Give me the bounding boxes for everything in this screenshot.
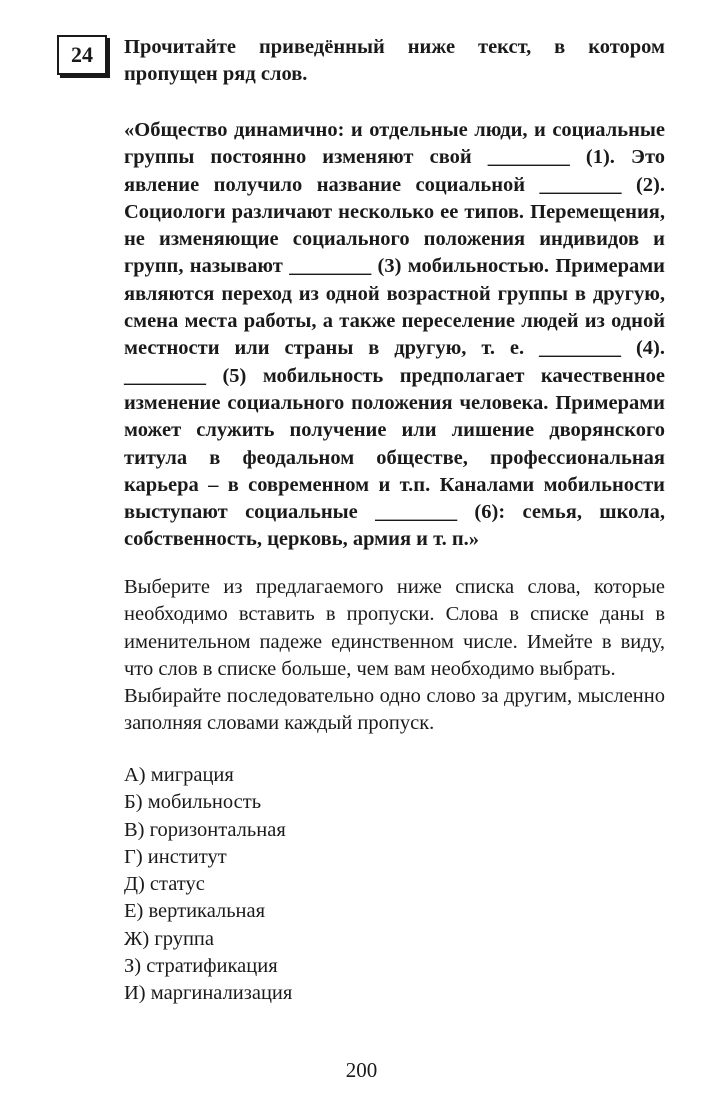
option-z: З) стратификация [124,955,278,978]
instructions [124,574,665,738]
option-d: Д) статус [124,873,205,896]
passage-text: «Общество динамично: и отдельные люди, и социальные группы постоянно изменяют свой ________ (1). Это явление получило название социальной ________ (2). Социологи различают несколько ее типов. Перемещения, не изменяющие социального положения индивидов и групп, называют ________ (3) мобильностью. Примерами являются переход из одной возрастной группы в другую, смена места работы, а также переселение людей из одной местности или страны в другую, т. е. ________ (4). ________ (5) мобильность предполагает качественное изменение социального положения человека. Примерами может служить получение или лишение дворянского титула в феодальном обществе, профессиональная карьера – в современном и т.п. Каналами мобильности выступают социальные ________ (6): семья, школа, собственность, церковь, армия и т. п.» [124,119,665,551]
option-b: Б) мобильность [124,791,262,814]
option-zh: Ж) группа [124,927,214,950]
option-e: Е) вертикальная [124,900,266,923]
page-number: 200 [345,1058,378,1082]
task-intro-text: Прочитайте приведённый ниже текст, в котором пропущен ряд слов. [124,36,665,86]
option-list [124,762,292,1008]
task-intro [124,34,665,89]
option-a: А) миграция [124,764,234,786]
option-g: Г) институт [124,845,227,868]
option-v: В) горизонтальная [124,818,286,841]
task-number-box [57,35,107,75]
instruction-paragraph-1: Выберите из предлагаемого ниже списка слова, которые необходимо вставить в пропуски. Слова в списке даны в именительном падеже единственном числе. Имейте в виду, что слов в списке больше, чем вам необходимо выбрать. [124,576,665,680]
instruction-paragraph-2: Выбирайте последовательно одно слово за другим, мысленно заполняя словами каждый пропуск. [124,685,665,735]
passage [124,117,665,554]
option-i: И) маргинализация [124,982,293,1005]
task-number: 24 [71,42,93,67]
